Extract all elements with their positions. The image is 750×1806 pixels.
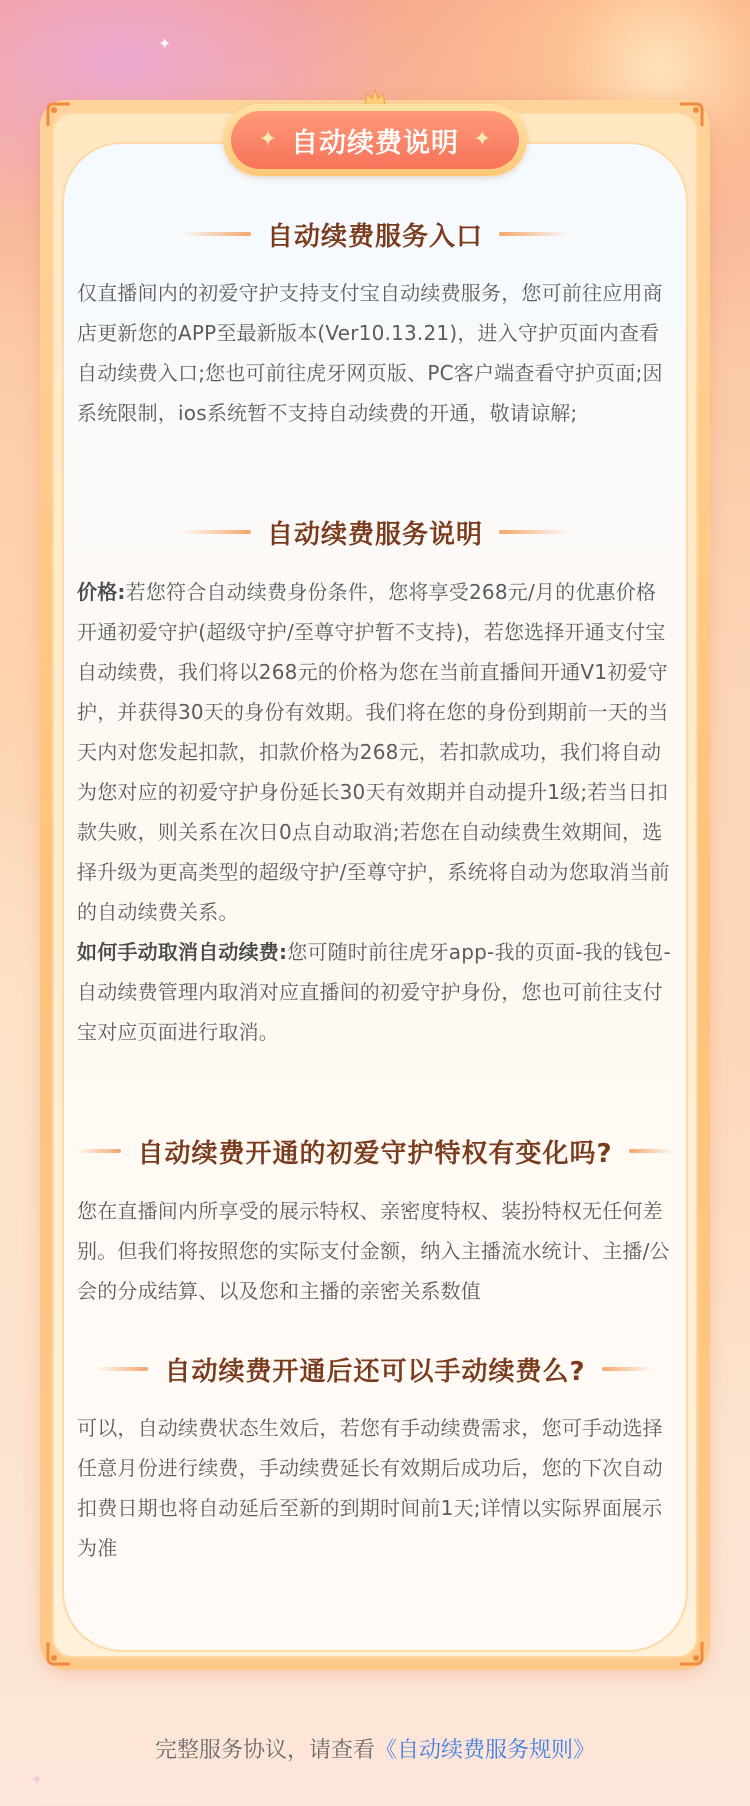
section-header-description [62, 512, 688, 552]
sparkle-icon: ✦ [158, 34, 172, 53]
header-badge [223, 104, 527, 176]
header-badge-inner [231, 111, 519, 169]
section-body-manual-renewal [77, 1408, 673, 1568]
title-decoration-right [602, 1367, 652, 1371]
section-title: 自动续费服务说明 [266, 519, 483, 550]
section-title: 自动续费开通的初爱守护特权有变化吗? [137, 1138, 613, 1169]
title-decoration-right [629, 1149, 673, 1153]
corner-ornament-icon [678, 102, 704, 128]
star-icon: ✦ [258, 127, 277, 152]
title-decoration-right [499, 232, 569, 236]
paragraph: 仅直播间内的初爱守护支持支付宝自动续费服务，您可前往应用商店更新您的APP至最新版本(Ver10.13.21)，进入守护页面内查看自动续费入口;您也可前往虎牙网页版、PC客户端查看守护页面;因系统限制，ios系统暂不支持自动续费的开通，敬请谅解; [77, 281, 663, 425]
title-decoration-left [181, 232, 251, 236]
section-body-description [77, 572, 673, 1052]
corner-ornament-icon [46, 1640, 72, 1666]
section-body-privilege [77, 1191, 673, 1311]
section-header-entry [62, 214, 688, 254]
section-title: 自动续费开通后还可以手动续费么? [164, 1356, 586, 1387]
paragraph: 您在直播间内所享受的展示特权、亲密度特权、装扮特权无任何差别。但我们将按照您的实际支付金额，纳入主播流水统计、主播/公会的分成结算、以及您和主播的亲密关系数值 [77, 1199, 670, 1303]
price-paragraph [77, 572, 673, 932]
star-icon: ✦ [473, 127, 492, 152]
section-body-entry [77, 273, 673, 433]
sparkle-icon: ✦ [30, 1770, 44, 1789]
corner-ornament-icon [46, 102, 72, 128]
section-title: 自动续费服务入口 [266, 221, 483, 252]
section-header-privilege [62, 1131, 688, 1171]
paragraph: 可以，自动续费状态生效后，若您有手动续费需求，您可手动选择任意月份进行续费，手动续费延长有效期后成功后，您的下次自动扣费日期也将自动延后至新的到期时间前1天;详情以实际界面展示为准 [77, 1416, 663, 1560]
price-text: 若您符合自动续费身份条件，您将享受268元/月的优惠价格开通初爱守护(超级守护/至尊守护暂不支持)，若您选择开通支付宝自动续费，我们将以268元的价格为您在当前直播间开通V1初爱守护，并获得30天的身份有效期。我们将在您的身份到期前一天的当天内对您发起扣款，扣款价格为268元，若扣款成功，我们将自动为您对应的初爱守护身份延长30天有效期并自动提升1级;若当日扣款失败，则关系在次日0点自动取消;若您在自动续费生效期间，选择升级为更高类型的超级守护/至尊守护，系统将自动为您取消当前的自动续费关系。 [77, 580, 670, 924]
title-decoration-left [98, 1367, 148, 1371]
cancel-label: 如何手动取消自动续费: [77, 940, 288, 964]
title-decoration-left [77, 1149, 121, 1153]
corner-ornament-icon [678, 1640, 704, 1666]
footer [0, 1733, 750, 1764]
section-header-manual-renewal [62, 1349, 688, 1389]
page-title: 自动续费说明 [291, 127, 459, 159]
price-label: 价格: [77, 580, 126, 604]
service-rules-link[interactable]: 《自动续费服务规则》 [375, 1738, 596, 1763]
cancel-paragraph [77, 932, 673, 1052]
title-decoration-left [181, 530, 251, 534]
title-decoration-right [499, 530, 569, 534]
cancel-text: 您可随时前往虎牙app-我的页面-我的钱包-自动续费管理内取消对应直播间的初爱守护身份，您也可前往支付宝对应页面进行取消。 [77, 940, 671, 1044]
footer-text: 完整服务协议，请查看 [154, 1738, 375, 1763]
